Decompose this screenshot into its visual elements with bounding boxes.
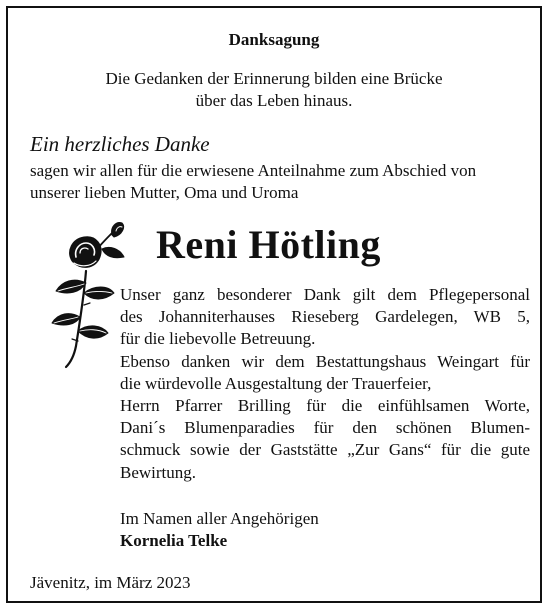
deceased-name: Reni Hötling	[156, 222, 381, 267]
signature-block	[120, 508, 319, 552]
body-line: Ebenso danken wir dem Bestattungshaus Weingart für	[120, 351, 530, 371]
closing-line: Im Namen aller Angehörigen	[120, 509, 319, 528]
body-line: für die liebevolle Betreuung.	[120, 329, 316, 349]
memorial-quote	[8, 68, 540, 112]
notice-title: Danksagung	[228, 30, 320, 49]
quote-line: über das Leben hinaus.	[195, 91, 353, 110]
quote-line: Die Gedanken der Erinnerung bilden eine Brücke	[105, 69, 443, 88]
obituary-notice	[6, 6, 542, 603]
intro-line: sagen wir allen für die erwiesene Anteilnahme zum Abschied von	[30, 161, 477, 180]
body-line: Unser ganz besonderer Dank gilt dem Pflegepersonal	[120, 285, 530, 304]
body-line: des Johanniterhauses Rieseberg Gardelegen, WB 5,	[120, 307, 530, 327]
body-line: Dani´s Blumenparadies für den schönen Blumen-	[120, 418, 530, 438]
intro-line: unserer lieben Mutter, Oma und Uroma	[30, 183, 299, 202]
place-date: Jävenitz, im März 2023	[30, 573, 191, 592]
intro-text	[30, 160, 540, 204]
body-line: Herrn Pfarrer Brilling für die einfühlsamen Worte,	[120, 396, 530, 416]
body-line: Bewirtung.	[120, 462, 197, 482]
body-line: schmuck sowie der Gaststätte „Zur Gans“ für die gute	[120, 440, 530, 460]
signer-name: Kornelia Telke	[120, 531, 228, 550]
body-line: die würdevolle Ausgestaltung der Trauerfeier,	[120, 373, 432, 393]
thanks-heading: Ein herzliches Danke	[30, 132, 210, 156]
thanks-body	[120, 284, 530, 484]
